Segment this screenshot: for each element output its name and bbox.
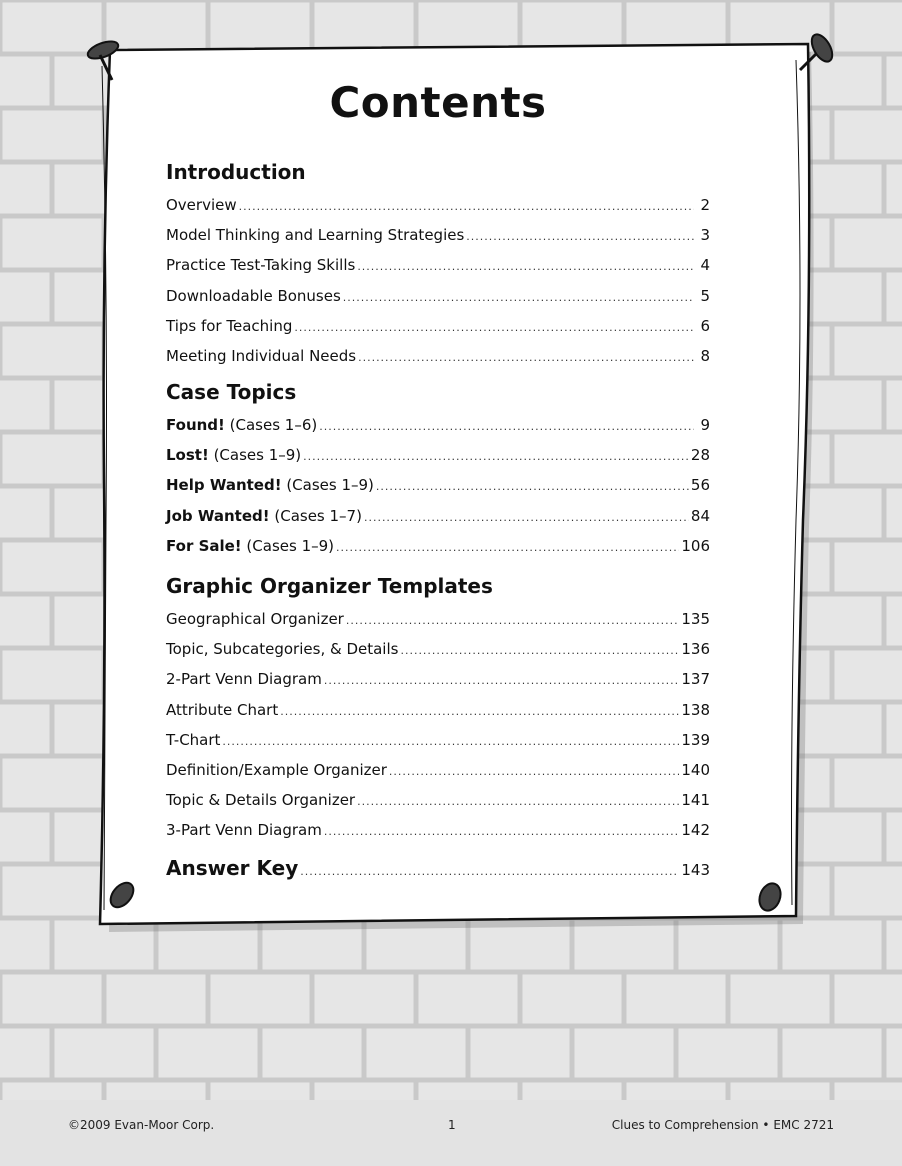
leader-dots [358,351,694,364]
toc-page-number: 8 [700,347,710,365]
toc-page-number: 139 [681,730,710,749]
toc-entry-label [166,226,464,244]
toc-entry-label [166,670,322,688]
toc-entry-note: (Cases 1–9) [208,446,302,465]
toc-entry [166,537,710,559]
leader-dots [300,865,679,878]
toc-page-number: 2 [700,196,710,214]
toc-page-number: 136 [681,640,710,659]
toc-page-number: 141 [681,791,710,810]
toc-entry [166,821,710,843]
toc-entry-title: 3-Part Venn Diagram [166,821,322,840]
leader-dots [466,230,694,243]
toc-entry-label [166,196,237,214]
toc-entry-label [166,701,278,719]
toc-page-number: 9 [700,416,710,434]
leader-dots [357,260,694,273]
toc-entry [166,287,710,309]
toc-page-number: 56 [690,476,710,495]
toc-entry-title: Found! [166,416,225,434]
toc-page-number: 137 [681,670,710,689]
leader-dots [324,674,680,687]
toc-entry-label [166,640,398,658]
section-title: Graphic Organizer Templates [166,574,493,598]
toc-entry-label [166,476,374,494]
toc-page-number: 84 [690,506,710,525]
toc-entry [166,476,710,498]
toc-entry-title: Meeting Individual Needs [166,347,357,365]
toc-entry-title: Overview [166,196,237,214]
toc-entry-title: Definition/Example Organizer [166,761,387,779]
section-title: Case Topics [166,380,297,404]
toc-entry-note: (Cases 1–9) [241,536,335,555]
toc-entry-note: (Cases 1–7) [269,506,362,525]
toc-entry-label: Answer Key [166,856,299,880]
toc-entry-title: Attribute Chart [166,700,279,719]
toc-entry [166,610,710,632]
toc-page-number: 135 [681,610,710,628]
toc-entry-label [166,731,220,749]
leader-dots [294,321,694,334]
toc-entry-title: Topic, Subcategories, & Details [166,640,399,659]
leader-dots [357,795,679,808]
toc-entry [166,347,710,369]
toc-entry-label [166,287,341,305]
toc-page-number: 6 [700,316,710,335]
footer-copyright: ©2009 Evan-Moor Corp. [68,1118,215,1132]
toc-entry-label [166,507,362,525]
leader-dots [280,705,679,718]
toc-entry [166,416,710,438]
toc-entry [166,196,710,218]
toc-entry-label [166,761,387,779]
toc-entry-title: 2-Part Venn Diagram [166,670,322,689]
toc-entry-title: For Sale! [166,536,242,555]
toc-entry-label [166,446,301,464]
toc-entry-title: T-Chart [166,730,221,749]
toc-entry-title: Model Thinking and Learning Strategies [166,226,465,245]
toc-entry-label [166,791,355,809]
toc-entry [166,226,710,248]
toc-page-number: 142 [681,821,710,840]
leader-dots [336,541,679,554]
toc-entry [166,256,710,278]
toc-entry-title: Geographical Organizer [166,610,344,628]
toc-entry-title: Job Wanted! [166,506,270,525]
toc-entry [166,317,710,339]
toc-entry [166,446,710,468]
toc-entry-label [166,347,356,365]
toc-entry-title: Lost! [166,446,209,465]
toc-page-number: 106 [681,536,710,555]
toc-page-number: 28 [690,446,710,465]
toc-entry-label [166,610,344,628]
toc-entry-label [166,537,334,555]
leader-dots [222,735,679,748]
toc-entry [166,791,710,813]
leader-dots [319,420,694,433]
toc-entry [166,640,710,662]
toc-entry-title: Help Wanted! [166,476,282,495]
section-title: Introduction [166,160,306,184]
toc-entry-title: Downloadable Bonuses [166,286,341,305]
toc-page-number: 3 [700,226,710,245]
leader-dots [364,511,689,524]
toc-entry-title: Topic & Details Organizer [166,791,356,810]
toc-entry [166,761,710,783]
toc-entry [166,507,710,529]
page-title: Contents [329,78,547,127]
footer-page-number: 1 [448,1118,456,1132]
leader-dots [324,825,680,838]
toc-page-number: 140 [681,761,710,779]
toc-entry-title: Tips for Teaching [166,316,293,335]
leader-dots [400,644,679,657]
toc-entry-label [166,256,355,274]
toc-entry-title: Practice Test-Taking Skills [166,256,356,275]
toc-page-number: 4 [700,256,710,275]
toc-entry-label [166,416,317,434]
toc-page-number: 5 [700,286,710,305]
toc-entry-label [166,821,322,839]
toc-entry-label [166,317,292,335]
toc-entry-note: (Cases 1–9) [281,476,374,495]
toc-page-number: 138 [681,700,710,719]
toc-entry-note: (Cases 1–6) [224,416,318,434]
toc-entry [166,701,710,723]
toc-entry [166,670,710,692]
leader-dots [389,765,679,778]
footer-book-title: Clues to Comprehension • EMC 2721 [611,1118,834,1132]
leader-dots [376,480,689,493]
toc-entry-answer-key [166,856,710,884]
leader-dots [346,614,680,627]
toc-entry [166,731,710,753]
leader-dots [239,200,694,213]
leader-dots [343,291,694,304]
leader-dots [303,450,689,463]
toc-page-number: 143 [681,861,710,879]
